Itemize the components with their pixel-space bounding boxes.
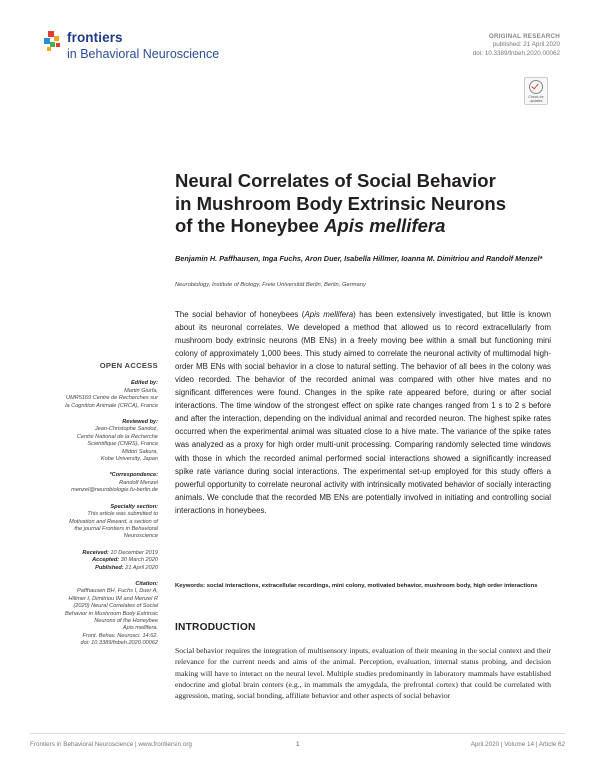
footer-issue-info: April 2020 | Volume 14 | Article 62: [470, 741, 565, 748]
published-date: published: 21 April 2020: [492, 41, 560, 49]
citation-label: Citation:: [135, 580, 158, 587]
reviewer-2-affil: Kobe University, Japan: [100, 456, 158, 463]
specialty-line-3: the journal Frontiers in Behavioral: [74, 525, 158, 532]
logo-journal-name: in Behavioral Neuroscience: [67, 47, 220, 61]
citation-line-6: Apis mellifera.: [122, 625, 158, 632]
correspondence-label: *Correspondence:: [109, 472, 158, 479]
title-line-1: Neural Correlates of Social Behavior: [175, 170, 496, 191]
journal-logo[interactable]: [42, 30, 232, 66]
keywords: [175, 582, 551, 590]
section-heading-introduction: INTRODUCTION: [175, 622, 256, 633]
citation-line-8[interactable]: doi: 10.3389/fnbeh.2020.00062: [80, 640, 158, 647]
abstract-part-1: The social behavior of honeybees (: [175, 310, 305, 319]
editor-name[interactable]: Martin Giurfa,: [124, 387, 158, 394]
open-access-label: OPEN ACCESS: [99, 361, 158, 370]
abstract: [175, 308, 551, 517]
keywords-text: social interactions, extracellular recordings, mini colony, motivated behavior, mushroom body, high order interactions: [205, 583, 538, 589]
badge-label-1: Check for: [528, 95, 544, 99]
footer-divider: [30, 733, 565, 734]
logo-wordmark: frontiers: [67, 30, 123, 45]
correspondence-email[interactable]: menzel@neurobiologie.fu-berlin.de: [71, 487, 158, 494]
citation-line-3: (2020) Neural Correlates of Social: [73, 603, 158, 610]
reviewer-1-affil-1: Centre National de la Recherche: [76, 433, 158, 440]
abstract-part-2: ) has been extensively investigated, but little is known about its neuronal correlates. We developed a method that allowed us to record extracellularly from mushroom body extrinsic neurons (MB ENs) in a freely moving bee within a small but functioning mini colony of approximately 1,000 bees. This study aimed to correlate the neuronal activity of multimodal high-order MB ENs with social behavior in a close to natural setting. The behavior of all bees in the colony was video recorded. The behavior of the recorded animal was compared with other hive mates and no significant differences were found. Changes in the spike rate appeared before, during or after social interactions. The time window of the strongest effect on spike rate changes ranged from 1 s to 2 s before and after the interaction, depending on the individual animal and recorded neuron. The highest spike rates occurred when the experimental animal was situated close to a hive mate. The variance of the spike rates was analyzed as a proxy for high order multi-unit processing. Comparing randomly selected time windows with those in which the recorded animal performed social interactions showed a significantly increased spike rate variance during social interactions. The experimental set-up employed for this study offers a powerful opportunity to correlate neuronal activity with intrinsically motivated behavior of socially interacting animals. We conclude that the recorded MB ENs are potentially involved in initiating and controlling social interactions in honeybees.: [175, 310, 551, 515]
citation-block: [30, 581, 158, 648]
reviewed-by-block: [30, 419, 158, 463]
abstract-species: Apis mellifera: [304, 310, 354, 319]
reviewer-2-name[interactable]: Midori Sakura,: [121, 448, 158, 455]
received-date: [30, 550, 158, 557]
citation-line-5: Neurons of the Honeybee: [94, 617, 158, 624]
affiliation: Neurobiology, Institute of Biology, Freie Universität Berlin, Berlin, Germany: [175, 282, 366, 288]
title-line-3-text: of the Honeybee: [175, 215, 325, 236]
title-line-2: in Mushroom Body Extrinsic Neurons: [175, 192, 506, 214]
reviewer-1-name[interactable]: Jean-Christophe Sandoz,: [94, 426, 158, 433]
article-title: [175, 170, 555, 238]
specialty-line-4: Neuroscience: [123, 533, 158, 540]
title-line-3: [175, 215, 555, 238]
citation-line-2: Hillmer I, Dimitriou IM and Menzel R: [68, 595, 158, 602]
footer-journal-link[interactable]: Frontiers in Behavioral Neuroscience | www.frontiersin.org: [30, 741, 192, 748]
citation-line-4: Behavior in Mushroom Body Extrinsic: [65, 610, 158, 617]
accepted-value: 30 March 2020: [119, 557, 158, 564]
published-value: 21 April 2020: [123, 564, 158, 571]
accepted-label: Accepted:: [92, 557, 120, 564]
article-type: ORIGINAL RESEARCH: [488, 33, 560, 40]
citation-line-1: Paffhausen BH, Fuchs I, Duer A,: [77, 588, 158, 595]
correspondence-name: Randolf Menzel: [119, 479, 158, 486]
editor-affil-2: la Cognition Animale (CRCA), France: [65, 402, 158, 409]
article-meta: [473, 33, 560, 58]
specialty-line-1: This article was submitted to: [87, 511, 158, 518]
frontiers-logo-icon: [42, 30, 66, 54]
published-label: Published:: [95, 564, 124, 571]
article-info-sidebar: [30, 362, 158, 657]
author-list[interactable]: Benjamin H. Paffhausen, Inga Fuchs, Aron Duer, Isabella Hillmer, Ioanna M. Dimitriou and Randolf Menzel*: [175, 254, 543, 263]
badge-label-2: updates: [529, 99, 543, 103]
check-icon: [529, 80, 543, 94]
correspondence-block: [30, 472, 158, 494]
specialty-line-2: Motivation and Reward, a section of: [69, 518, 158, 525]
doi-link[interactable]: doi: 10.3389/fnbeh.2020.00062: [472, 49, 560, 57]
keywords-label: Keywords:: [175, 583, 206, 589]
edited-by-block: [30, 380, 158, 410]
accepted-date: [30, 557, 158, 564]
editor-affil-1: UMR5169 Centre de Recherches sur: [65, 395, 158, 402]
introduction-body: Social behavior requires the integration of multisensory inputs, evaluation of their meaning in the social context and their relevance for the current needs and aims of the animal. Perception, evaluation, internal status probing, and decision making will have to interact on the neural level. Multiple studies predominantly in laboratory mammals have established endocrine and global brain centers (e.g., in mammals the amygdala, the prefrontal cortex) that could be correlated with aggression, mating, social bonding, affiliate behavior and other aspects of social behavior: [175, 646, 551, 701]
reviewer-1-affil-2: Scientifique (CNRS), France: [87, 441, 158, 448]
specialty-section-block: [30, 504, 158, 541]
citation-line-7: Front. Behav. Neurosci. 14:62.: [82, 632, 158, 639]
check-for-updates-badge[interactable]: [524, 77, 548, 105]
published-date-sidebar: [30, 565, 158, 572]
title-species: Apis mellifera: [324, 215, 446, 236]
specialty-section-label: Specialty section:: [110, 503, 158, 510]
dates-block: [30, 550, 158, 572]
reviewed-by-label: Reviewed by:: [122, 419, 158, 426]
page-number: 1: [296, 741, 300, 748]
received-value: 10 December 2019: [108, 549, 158, 556]
edited-by-label: Edited by:: [130, 380, 158, 387]
received-label: Received:: [82, 549, 109, 556]
